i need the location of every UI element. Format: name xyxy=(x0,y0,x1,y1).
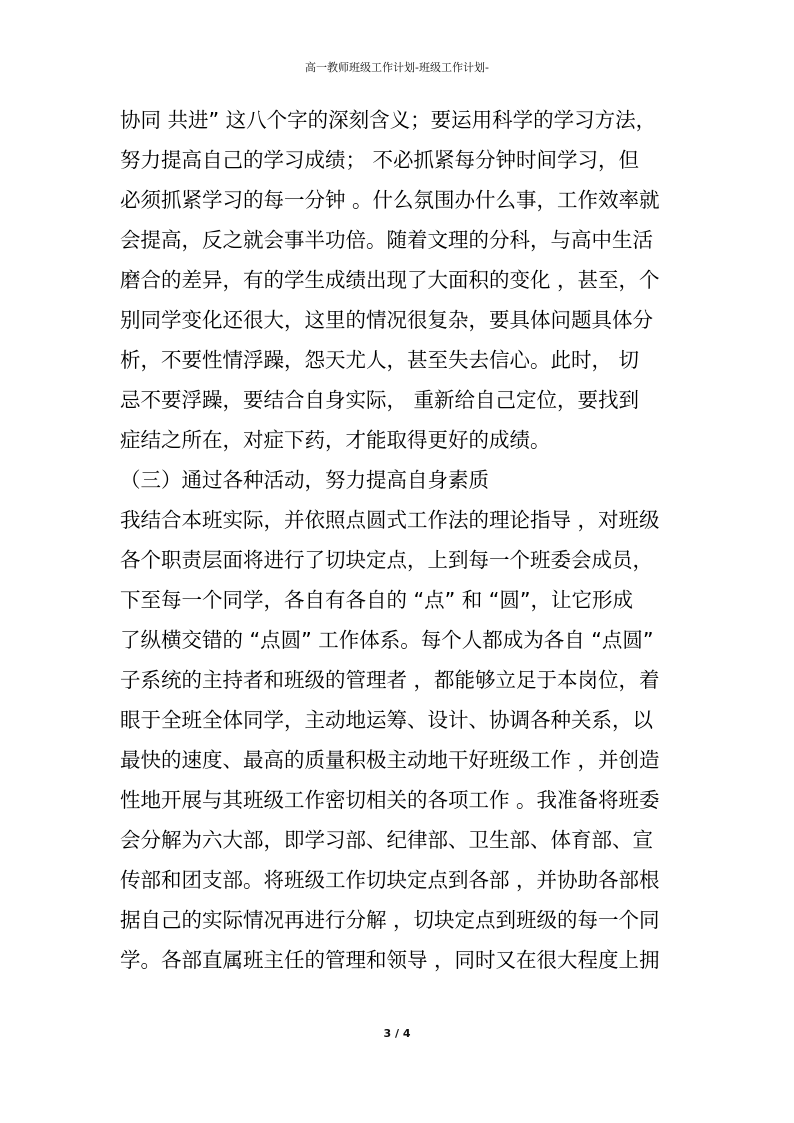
paragraph-line: 别同学变化还很大，这里的情况很复杂，要具体问题具体分 xyxy=(120,308,653,332)
paragraph-line: 析，不要性情浮躁，怨天尤人，甚至失去信心。此时， 切 xyxy=(120,348,640,372)
section-heading: （三）通过各种活动，努力提高自身素质 xyxy=(120,468,489,492)
document-body xyxy=(120,100,690,980)
paragraph-line: 协同 共进” 这八个字的深刻含义；要运用科学的学习方法， xyxy=(120,108,657,132)
paragraph-line: 我结合本班实际，并依照点圆式工作法的理论指导 ，对班级 xyxy=(120,508,660,532)
paragraph-line: 努力提高自己的学习成绩； 不必抓紧每分钟时间学习，但 xyxy=(120,148,640,172)
paragraph-line: 各个职责层面将进行了切块定点，上到每一个班委会成员， xyxy=(120,548,653,572)
paragraph-line: 子系统的主持者和班级的管理者 ，都能够立足于本岗位，着 xyxy=(120,668,660,692)
page-header: 高一教师班级工作计划-班级工作计划- xyxy=(305,61,489,74)
paragraph-line: 了纵横交错的 “点圆” 工作体系。每个人都成为各自 “点圆” xyxy=(120,628,654,652)
paragraph-line: 传部和团支部。将班级工作切块定点到各部 ，并协助各部根 xyxy=(120,868,660,892)
paragraph-line: 会分解为六大部，即学习部、纪律部、卫生部、体育部、宣 xyxy=(120,828,653,852)
paragraph-line: 症结之所在，对症下药，才能取得更好的成绩。 xyxy=(120,428,551,452)
paragraph-line: 眼于全班全体同学，主动地运筹、设计、协调各种关系，以 xyxy=(120,708,653,732)
paragraph-line: 磨合的差异，有的学生成绩出现了大面积的变化 ，甚至，个 xyxy=(120,268,660,292)
paragraph-line: 性地开展与其班级工作密切相关的各项工作 。我准备将班委 xyxy=(120,788,660,812)
paragraph-line: 据自己的实际情况再进行分解 ，切块定点到班级的每一个同 xyxy=(120,908,660,932)
paragraph-line: 忌不要浮躁，要结合自身实际， 重新给自己定位，要找到 xyxy=(120,388,640,412)
paragraph-line: 必须抓紧学习的每一分钟 。什么氛围办什么事，工作效率就 xyxy=(120,188,660,212)
page-number: 3 / 4 xyxy=(383,1027,411,1040)
paragraph-line: 会提高，反之就会事半功倍。随着文理的分科，与高中生活 xyxy=(120,228,653,252)
paragraph-line: 下至每一个同学，各自有各自的 “点” 和 “圆”，让它形成 xyxy=(120,588,634,612)
paragraph-line: 最快的速度、最高的质量积极主动地干好班级工作 ，并创造 xyxy=(120,748,660,772)
paragraph-line: 学。各部直属班主任的管理和领导 ，同时又在很大程度上拥 xyxy=(120,948,660,972)
